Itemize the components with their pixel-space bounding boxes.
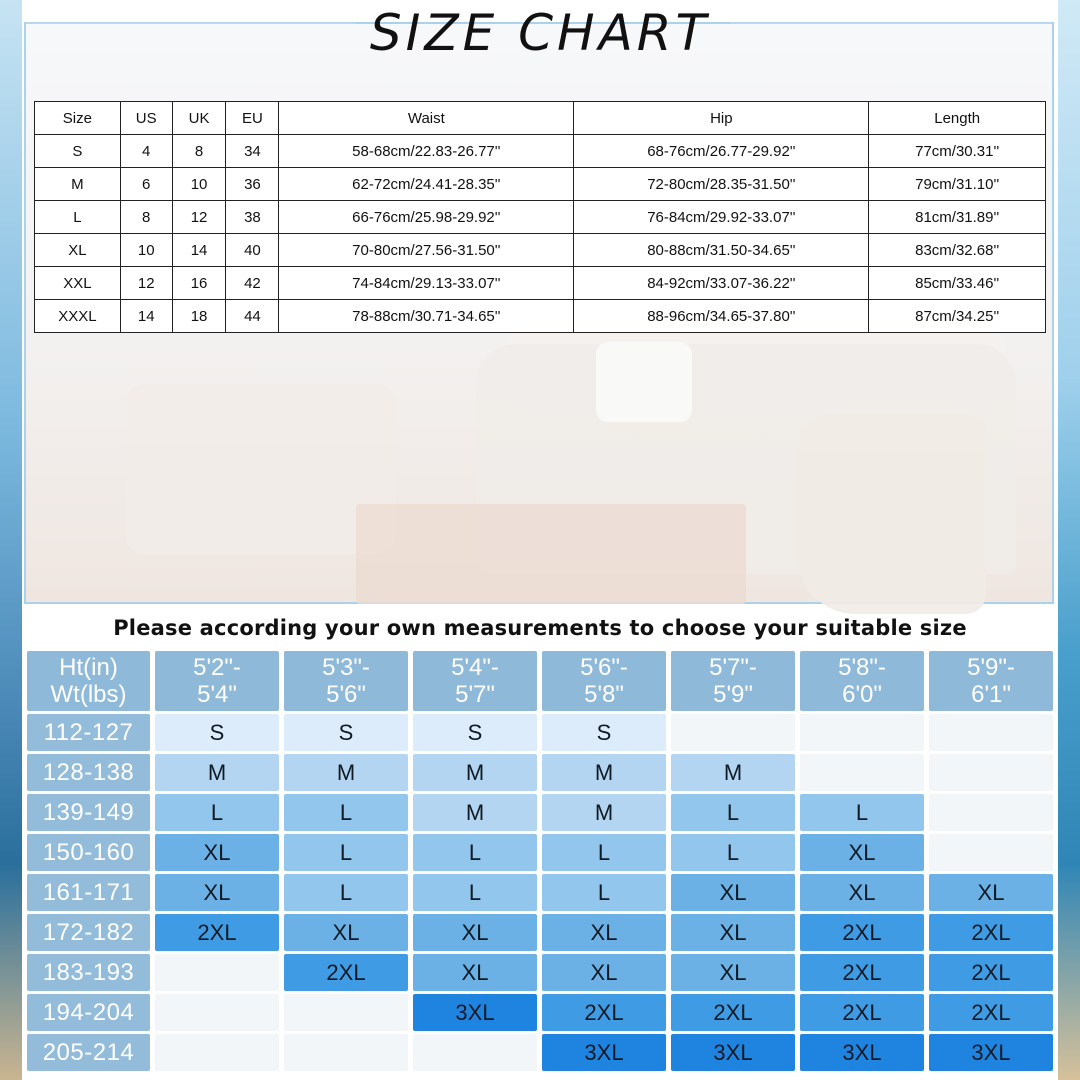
size-recommendation-cell: M xyxy=(542,754,666,791)
table-cell: 4 xyxy=(120,135,172,168)
height-range-text: 5'4" xyxy=(197,681,237,708)
weight-row-header: 139-149 xyxy=(27,794,150,831)
table-row xyxy=(35,267,1046,300)
table-cell: 40 xyxy=(226,234,279,267)
size-recommendation-cell: L xyxy=(671,794,795,831)
corner-height-label: Ht(in) xyxy=(59,654,118,681)
size-recommendation-cell: L xyxy=(542,874,666,911)
size-recommendation-cell: 3XL xyxy=(671,1034,795,1071)
size-recommendation-cell: XL xyxy=(671,954,795,991)
height-range-text: 6'1" xyxy=(971,681,1011,708)
size-recommendation-cell: L xyxy=(413,834,537,871)
table-cell: L xyxy=(35,201,121,234)
page-title: SIZE CHART xyxy=(369,4,711,62)
table-cell: 81cm/31.89'' xyxy=(869,201,1046,234)
table-cell: 72-80cm/28.35-31.50'' xyxy=(574,168,869,201)
size-recommendation-cell: XL xyxy=(671,874,795,911)
height-range-text: 5'6"- xyxy=(580,654,628,681)
table-cell: 62-72cm/24.41-28.35'' xyxy=(279,168,574,201)
table-cell: 79cm/31.10'' xyxy=(869,168,1046,201)
empty-cell xyxy=(929,794,1053,831)
table-cell: 16 xyxy=(172,267,226,300)
size-recommendation-cell: L xyxy=(413,874,537,911)
empty-cell xyxy=(155,994,279,1031)
empty-cell xyxy=(800,714,924,751)
height-column-header xyxy=(929,651,1053,711)
size-recommendation-cell: 2XL xyxy=(671,994,795,1031)
table-row xyxy=(35,234,1046,267)
size-recommendation-grid xyxy=(27,651,1053,1071)
table-cell: 77cm/30.31'' xyxy=(869,135,1046,168)
height-column-header xyxy=(542,651,666,711)
size-recommendation-cell: XL xyxy=(413,954,537,991)
table-cell: 70-80cm/27.56-31.50'' xyxy=(279,234,574,267)
weight-row-header: 150-160 xyxy=(27,834,150,871)
corner-weight-label: Wt(lbs) xyxy=(50,681,127,708)
table-row xyxy=(35,168,1046,201)
header-cell-us: US xyxy=(120,102,172,135)
empty-cell xyxy=(929,714,1053,751)
weight-row-header: 205-214 xyxy=(27,1034,150,1071)
header-cell-size: Size xyxy=(35,102,121,135)
measurement-table-body xyxy=(35,135,1046,333)
header-cell-length: Length xyxy=(869,102,1046,135)
size-recommendation-cell: S xyxy=(284,714,408,751)
height-column-header xyxy=(671,651,795,711)
header-cell-uk: UK xyxy=(172,102,226,135)
table-cell: 14 xyxy=(120,300,172,333)
size-recommendation-cell: 2XL xyxy=(800,914,924,951)
empty-cell xyxy=(800,754,924,791)
weight-row-header: 112-127 xyxy=(27,714,150,751)
size-recommendation-cell: S xyxy=(155,714,279,751)
table-cell: 42 xyxy=(226,267,279,300)
table-cell: 44 xyxy=(226,300,279,333)
table-row xyxy=(35,201,1046,234)
table-cell: 74-84cm/29.13-33.07'' xyxy=(279,267,574,300)
height-range-text: 5'2"- xyxy=(193,654,241,681)
height-range-text: 5'9"- xyxy=(967,654,1015,681)
weight-row-header: 161-171 xyxy=(27,874,150,911)
size-recommendation-cell: 3XL xyxy=(929,1034,1053,1071)
size-recommendation-cell: 2XL xyxy=(155,914,279,951)
weight-row-header: 194-204 xyxy=(27,994,150,1031)
size-recommendation-cell: XL xyxy=(155,874,279,911)
size-recommendation-cell: M xyxy=(671,754,795,791)
height-range-text: 5'3"- xyxy=(322,654,370,681)
size-recommendation-cell: XL xyxy=(155,834,279,871)
table-cell: M xyxy=(35,168,121,201)
empty-cell xyxy=(284,1034,408,1071)
size-recommendation-cell: 3XL xyxy=(800,1034,924,1071)
height-range-text: 5'4"- xyxy=(451,654,499,681)
height-range-text: 6'0" xyxy=(842,681,882,708)
size-recommendation-cell: M xyxy=(155,754,279,791)
table-cell: 12 xyxy=(120,267,172,300)
size-recommendation-cell: XL xyxy=(542,914,666,951)
weight-row-header: 172-182 xyxy=(27,914,150,951)
weight-row-header: 128-138 xyxy=(27,754,150,791)
table-cell: 66-76cm/25.98-29.92'' xyxy=(279,201,574,234)
height-column-header xyxy=(284,651,408,711)
table-row xyxy=(35,300,1046,333)
height-column-header xyxy=(800,651,924,711)
beach-background-right xyxy=(1058,0,1080,1080)
table-cell: 87cm/34.25'' xyxy=(869,300,1046,333)
table-cell: 38 xyxy=(226,201,279,234)
empty-cell xyxy=(284,994,408,1031)
table-cell: 78-88cm/30.71-34.65'' xyxy=(279,300,574,333)
size-recommendation-cell: 2XL xyxy=(929,954,1053,991)
size-recommendation-cell: L xyxy=(284,874,408,911)
table-cell: 83cm/32.68'' xyxy=(869,234,1046,267)
height-column-header xyxy=(413,651,537,711)
empty-cell xyxy=(155,1034,279,1071)
table-cell: 36 xyxy=(226,168,279,201)
empty-cell xyxy=(929,754,1053,791)
table-cell: 10 xyxy=(120,234,172,267)
size-recommendation-cell: L xyxy=(542,834,666,871)
height-weight-corner-label xyxy=(27,651,150,711)
height-range-text: 5'9" xyxy=(713,681,753,708)
table-cell: 34 xyxy=(226,135,279,168)
recommendation-subtitle: Please according your own measurements to choose your suitable size xyxy=(113,616,967,640)
size-recommendation-cell: 2XL xyxy=(929,914,1053,951)
table-cell: 12 xyxy=(172,201,226,234)
size-recommendation-cell: XL xyxy=(800,834,924,871)
size-recommendation-cell: XL xyxy=(413,914,537,951)
table-cell: 8 xyxy=(120,201,172,234)
height-range-text: 5'8"- xyxy=(838,654,886,681)
blanket-shape xyxy=(796,414,986,614)
coffee-table-shape xyxy=(356,504,746,604)
size-recommendation-cell: M xyxy=(542,794,666,831)
size-recommendation-cell: 2XL xyxy=(800,954,924,991)
size-recommendation-cell: M xyxy=(413,794,537,831)
table-cell: XXXL xyxy=(35,300,121,333)
size-recommendation-cell: 3XL xyxy=(542,1034,666,1071)
empty-cell xyxy=(671,714,795,751)
size-recommendation-cell: S xyxy=(413,714,537,751)
height-column-header xyxy=(155,651,279,711)
size-recommendation-cell: 2XL xyxy=(929,994,1053,1031)
size-recommendation-cell: XL xyxy=(284,914,408,951)
table-cell: 85cm/33.46'' xyxy=(869,267,1046,300)
beach-background-left xyxy=(0,0,24,1080)
height-range-text: 5'8" xyxy=(584,681,624,708)
weight-row-header: 183-193 xyxy=(27,954,150,991)
height-range-text: 5'7"- xyxy=(709,654,757,681)
size-recommendation-cell: S xyxy=(542,714,666,751)
table-cell: 80-88cm/31.50-34.65'' xyxy=(574,234,869,267)
table-row xyxy=(35,135,1046,168)
table-cell: 18 xyxy=(172,300,226,333)
table-header-row xyxy=(35,102,1046,135)
table-cell: XL xyxy=(35,234,121,267)
size-recommendation-cell: 2XL xyxy=(284,954,408,991)
table-cell: 8 xyxy=(172,135,226,168)
table-cell: 88-96cm/34.65-37.80'' xyxy=(574,300,869,333)
header-cell-hip: Hip xyxy=(574,102,869,135)
size-recommendation-cell: 2XL xyxy=(800,994,924,1031)
empty-cell xyxy=(155,954,279,991)
size-chart-sheet xyxy=(22,0,1058,1080)
size-recommendation-cell: 3XL xyxy=(413,994,537,1031)
measurement-table xyxy=(34,101,1046,333)
empty-cell xyxy=(413,1034,537,1071)
table-cell: 84-92cm/33.07-36.22'' xyxy=(574,267,869,300)
size-recommendation-cell: M xyxy=(413,754,537,791)
table-cell: S xyxy=(35,135,121,168)
size-recommendation-cell: XL xyxy=(929,874,1053,911)
size-recommendation-cell: L xyxy=(155,794,279,831)
height-range-text: 5'7" xyxy=(455,681,495,708)
table-cell: 68-76cm/26.77-29.92'' xyxy=(574,135,869,168)
size-recommendation-cell: XL xyxy=(542,954,666,991)
header-cell-eu: EU xyxy=(226,102,279,135)
size-recommendation-cell: L xyxy=(800,794,924,831)
table-cell: 14 xyxy=(172,234,226,267)
table-cell: 76-84cm/29.92-33.07'' xyxy=(574,201,869,234)
table-cell: 10 xyxy=(172,168,226,201)
pillow-shape xyxy=(596,342,692,422)
empty-cell xyxy=(929,834,1053,871)
table-cell: XXL xyxy=(35,267,121,300)
table-cell: 6 xyxy=(120,168,172,201)
height-range-text: 5'6" xyxy=(326,681,366,708)
size-recommendation-cell: XL xyxy=(800,874,924,911)
size-recommendation-cell: L xyxy=(671,834,795,871)
size-recommendation-cell: M xyxy=(284,754,408,791)
size-recommendation-cell: XL xyxy=(671,914,795,951)
size-recommendation-cell: L xyxy=(284,834,408,871)
table-cell: 58-68cm/22.83-26.77'' xyxy=(279,135,574,168)
size-recommendation-cell: 2XL xyxy=(542,994,666,1031)
header-cell-waist: Waist xyxy=(279,102,574,135)
size-recommendation-cell: L xyxy=(284,794,408,831)
